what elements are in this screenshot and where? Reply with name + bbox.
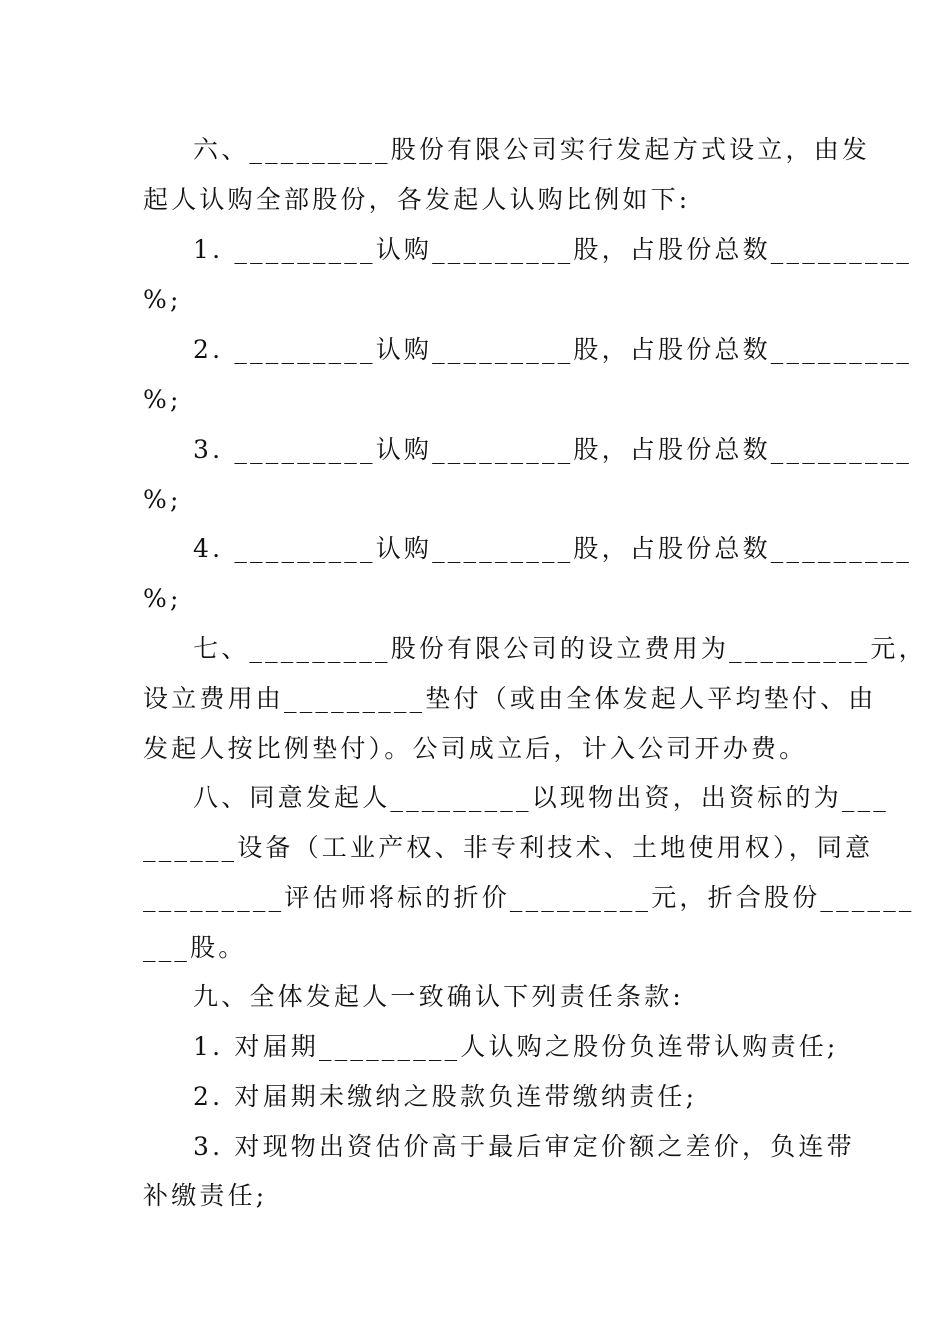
subscription-item-2-cont: %; bbox=[143, 385, 182, 414]
liability-item-3-cont: 补缴责任; bbox=[143, 1181, 268, 1210]
liability-item-3: 3. 对现物出资估价高于最后审定价额之差价，负连带 bbox=[193, 1132, 855, 1161]
subscription-item-4: 4. _________认购_________股，占股份总数_________ bbox=[193, 534, 913, 563]
subscription-item-2: 2. _________认购_________股，占股份总数_________ bbox=[193, 335, 913, 364]
subscription-item-4-cont: %; bbox=[143, 584, 182, 613]
clause-8-line-4: ___股。 bbox=[143, 933, 247, 962]
clause-6-line-1: 六、_________股份有限公司实行发起方式设立，由发 bbox=[193, 135, 871, 164]
clause-7-line-3: 发起人按比例垫付）。公司成立后，计入公司开办费。 bbox=[143, 734, 808, 763]
clause-7-line-2: 设立费用由_________垫付（或由全体发起人平均垫付、由 bbox=[143, 684, 877, 713]
liability-item-2: 2. 对届期未缴纳之股款负连带缴纳责任; bbox=[193, 1082, 698, 1111]
subscription-item-1-cont: %; bbox=[143, 285, 182, 314]
clause-8-line-2: ______设备（工业产权、非专利技术、土地使用权），同意 bbox=[143, 833, 874, 862]
subscription-item-1: 1. _________认购_________股，占股份总数_________ bbox=[193, 235, 913, 264]
clause-9-heading: 九、全体发起人一致确认下列责任条款: bbox=[193, 982, 685, 1011]
liability-item-1: 1. 对届期_________人认购之股份负连带认购责任; bbox=[193, 1032, 839, 1061]
clause-8-line-1: 八、同意发起人_________以现物出资，出资标的为___ bbox=[193, 783, 890, 812]
subscription-item-3-cont: %; bbox=[143, 485, 182, 514]
subscription-item-3: 3. _________认购_________股，占股份总数_________ bbox=[193, 435, 913, 464]
clause-6-line-2: 起人认购全部股份，各发起人认购比例如下: bbox=[143, 185, 691, 214]
clause-8-line-3: _________评估师将标的折价_________元，折合股份______ bbox=[143, 883, 915, 912]
clause-7-line-1: 七、_________股份有限公司的设立费用为_________元， bbox=[193, 634, 927, 663]
